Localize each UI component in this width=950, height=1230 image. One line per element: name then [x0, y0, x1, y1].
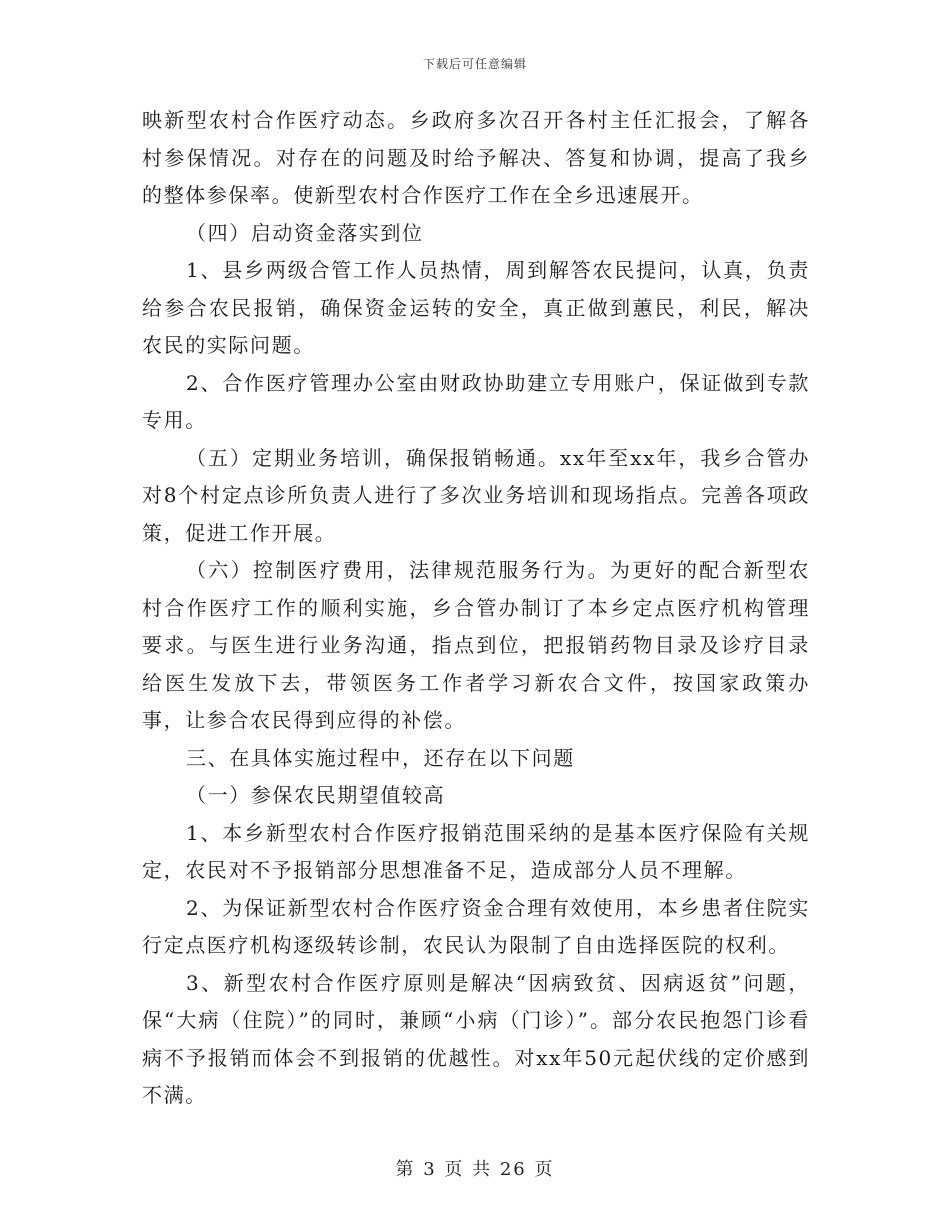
paragraph: 1、县乡两级合管工作人员热情，周到解答农民提问，认真，负责给参合农民报销，确保资金运转的安全，真正做到蕙民，利民，解决农民的实际问题。 [142, 258, 810, 357]
page-header: 下载后可任意编辑 [422, 57, 527, 71]
paragraph: 2、合作医疗管理办公室由财政协助建立专用账户，保证做到专款专用。 [142, 370, 810, 432]
paragraph: 1、本乡新型农村合作医疗报销范围采纳的是基本医疗保险有关规定，农民对不予报销部分思想准备不足，造成部分人员不理解。 [142, 820, 810, 882]
paragraph: 2、为保证新型农村合作医疗资金合理有效使用，本乡患者住院实行定点医疗机构逐级转诊制，农民认为限制了自由选择医院的权利。 [142, 895, 810, 957]
page-footer: 第 3 页 共 26 页 [395, 1159, 555, 1180]
section-heading-3: 三、在具体实施过程中，还存在以下问题 [186, 745, 575, 770]
subsection-heading-1: （一）参保农民期望值较高 [186, 783, 446, 807]
paragraph: 3、新型农村合作医疗原则是解决“因病致贫、因病返贫”问题，保“大病（住院）”的同时，兼顾“小病（门诊）”。部分农民抱怨门诊看病不予报销而体会不到报销的优越性。对xx年50元起伏线的定价感到不满。 [142, 970, 810, 1107]
document-body [142, 102, 810, 1115]
paragraph-continuation: 映新型农村合作医疗动态。乡政府多次召开各村主任汇报会，了解各村参保情况。对存在的问题及时给予解决、答复和协调，提高了我乡的整体参保率。使新型农村合作医疗工作在全乡迅速展开。 [142, 108, 810, 207]
paragraph: （六）控制医疗费用，法律规范服务行为。为更好的配合新型农村合作医疗工作的顺利实施，乡合管办制订了本乡定点医疗机构管理要求。与医生进行业务沟通，指点到位，把报销药物目录及诊疗目录给医生发放下去，带领医务工作者学习新农合文件，按国家政策办事，让参合农民得到应得的补偿。 [142, 558, 810, 732]
section-heading-4: （四）启动资金落实到位 [186, 220, 424, 245]
paragraph: （五）定期业务培训，确保报销畅通。xx年至xx年，我乡合管办对8个村定点诊所负责人进行了多次业务培训和现场指点。完善各项政策，促进工作开展。 [142, 445, 810, 545]
